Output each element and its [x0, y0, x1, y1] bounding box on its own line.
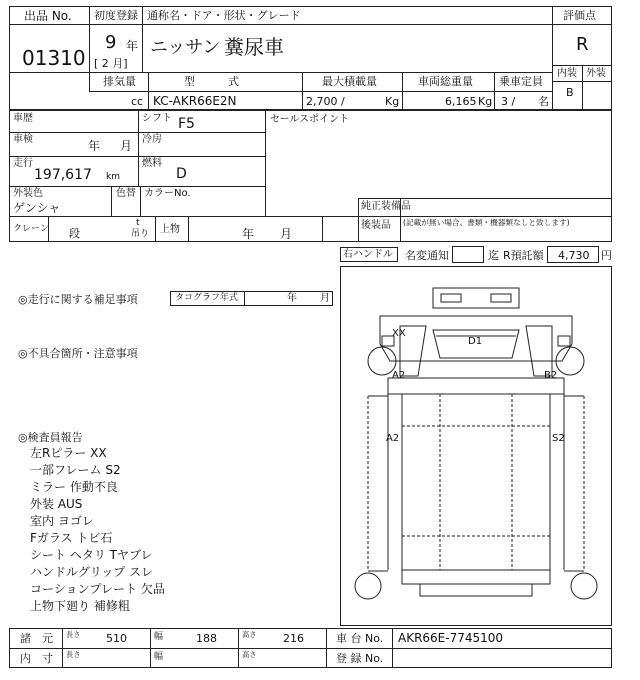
inspector-report-line: コーションプレート 欠品: [30, 582, 165, 596]
upper-year-unit: 年: [242, 227, 255, 241]
lot-no: 01310: [22, 46, 86, 70]
inner-length-label: 長さ: [66, 651, 81, 660]
dims-label: 諸 元: [20, 632, 53, 645]
inner-height-label: 高さ: [242, 651, 257, 660]
defects-label: ◎不具合箇所・注意事項: [18, 347, 138, 360]
aftermarket-label: 後装品: [361, 220, 391, 231]
damage-mark: S2: [552, 433, 565, 444]
fuel-label: 燃料: [142, 158, 162, 169]
lot-no-label: 出品 No.: [24, 9, 72, 23]
damage-mark: A2: [386, 433, 400, 444]
inspector-report-line: ハンドルグリップ スレ: [30, 565, 154, 579]
damage-mark: D1: [468, 336, 483, 347]
upper-label: 上物: [160, 224, 180, 235]
aftermarket-note: (記載が無い場合、書類・機器類なしと致します): [403, 219, 570, 228]
year-num: 9: [105, 32, 117, 53]
fuel-value: D: [176, 166, 187, 182]
max-load-label: 最大積載量: [322, 75, 377, 88]
tachograph-label: タコグラフ年式: [175, 293, 239, 303]
length-value: 510: [106, 632, 127, 645]
deadline-label: 迄: [488, 249, 499, 262]
crane-label: クレーン: [13, 224, 49, 234]
score: R: [576, 34, 589, 55]
width-value: 188: [196, 632, 217, 645]
inspector-report-line: ミラー 作動不良: [30, 480, 118, 494]
inspector-report-line: 一部フレーム S2: [30, 463, 121, 477]
name-change-label: 名変通知: [405, 249, 449, 262]
inspector-report-line: シート ヘタリ Tヤブレ: [30, 548, 153, 562]
crane-hang-label: 吊り: [131, 229, 150, 239]
width-label: 幅: [154, 632, 164, 642]
capacity-unit: 名: [538, 95, 549, 108]
inspection-label: 車検: [13, 134, 33, 145]
damage-mark: XX: [392, 328, 406, 339]
gross-unit: Kg: [478, 95, 493, 108]
model: KC-AKR66E2N: [153, 94, 237, 108]
deposit-value: 4,730: [558, 249, 590, 262]
upper-month-unit: 月: [280, 227, 293, 241]
shift-label: シフト: [142, 113, 172, 124]
max-load: 2,700 /: [306, 95, 345, 108]
max-load-unit: Kg: [385, 95, 400, 108]
crane-stage-unit: 段: [69, 227, 80, 240]
gross-weight: 6,165: [445, 95, 477, 108]
driving-notes-label: ◎走行に関する補足事項: [18, 293, 138, 306]
year-unit: 年: [126, 39, 139, 53]
shift-value: F5: [178, 116, 195, 132]
registration-label: 登 録 No.: [336, 652, 384, 665]
mileage: 197,617: [34, 167, 92, 183]
color-no-label: 色替: [116, 188, 136, 199]
cooler-label: 冷房: [142, 134, 162, 145]
rhd-label: 右ハンドル: [343, 249, 393, 260]
color-code-label: カラーNo.: [144, 188, 191, 199]
displacement-unit: cc: [131, 95, 144, 108]
exterior-color: ゲンシャ: [13, 201, 61, 215]
genuine-equipment-label: 純正装備品: [361, 201, 411, 212]
history-label: 車歴: [13, 113, 33, 124]
inner-width-label: 幅: [154, 652, 164, 662]
capacity-label: 乗車定員: [499, 75, 543, 88]
damage-mark: A2: [392, 370, 406, 381]
chassis-no: AKR66E-7745100: [398, 631, 504, 645]
selling-points-label: セールスポイント: [270, 114, 350, 125]
name-change-box: [452, 246, 484, 263]
capacity: 3 /: [501, 95, 516, 108]
inspector-report-label: ◎検査員報告: [18, 431, 83, 444]
chassis-label: 車 台 No.: [336, 632, 384, 645]
inspector-report-line: 左Rピラー XX: [30, 446, 107, 460]
inspection-year-unit: 年: [88, 139, 101, 153]
interior-score: B: [566, 86, 574, 99]
mileage-unit: km: [106, 172, 120, 182]
inner-dims-label: 内 寸: [20, 652, 53, 665]
score-label: 評価点: [563, 9, 596, 22]
first-reg-label: 初度登録: [94, 9, 138, 22]
exterior-label: 外装: [586, 68, 606, 79]
inspector-report-line: Fガラス トビ石: [30, 531, 113, 545]
crane-ton-label: t: [136, 218, 140, 228]
inspector-report-line: 外装 AUS: [30, 497, 83, 511]
interior-label: 内装: [557, 68, 577, 79]
maker: ニッサン: [150, 37, 221, 58]
body-type: 糞尿車: [224, 35, 284, 59]
truck-diagram: [340, 266, 612, 626]
displacement-label: 排気量: [103, 75, 136, 88]
name-label: 通称名・ドア・形状・グレード: [147, 9, 301, 22]
height-label: 高さ: [242, 631, 257, 640]
mileage-label: 走行: [13, 158, 33, 169]
deposit-label: R預託額: [503, 249, 544, 262]
inspector-report-line: 室内 ヨゴレ: [30, 514, 94, 528]
model-label: 型 式: [184, 75, 239, 88]
exterior-color-label: 外装色: [13, 188, 43, 199]
height-value: 216: [283, 632, 304, 645]
tacho-year-unit: 年: [287, 293, 297, 304]
month-paren: [ 2 月]: [94, 57, 128, 70]
damage-mark: B2: [544, 370, 558, 381]
inspector-report-line: 上物下廻り 補修粗: [30, 599, 130, 613]
tacho-month-unit: 月: [320, 293, 330, 304]
gross-label: 車両総重量: [418, 75, 473, 88]
deposit-unit: 円: [601, 249, 612, 262]
inspection-month-unit: 月: [120, 139, 133, 153]
length-label: 長さ: [66, 631, 81, 640]
